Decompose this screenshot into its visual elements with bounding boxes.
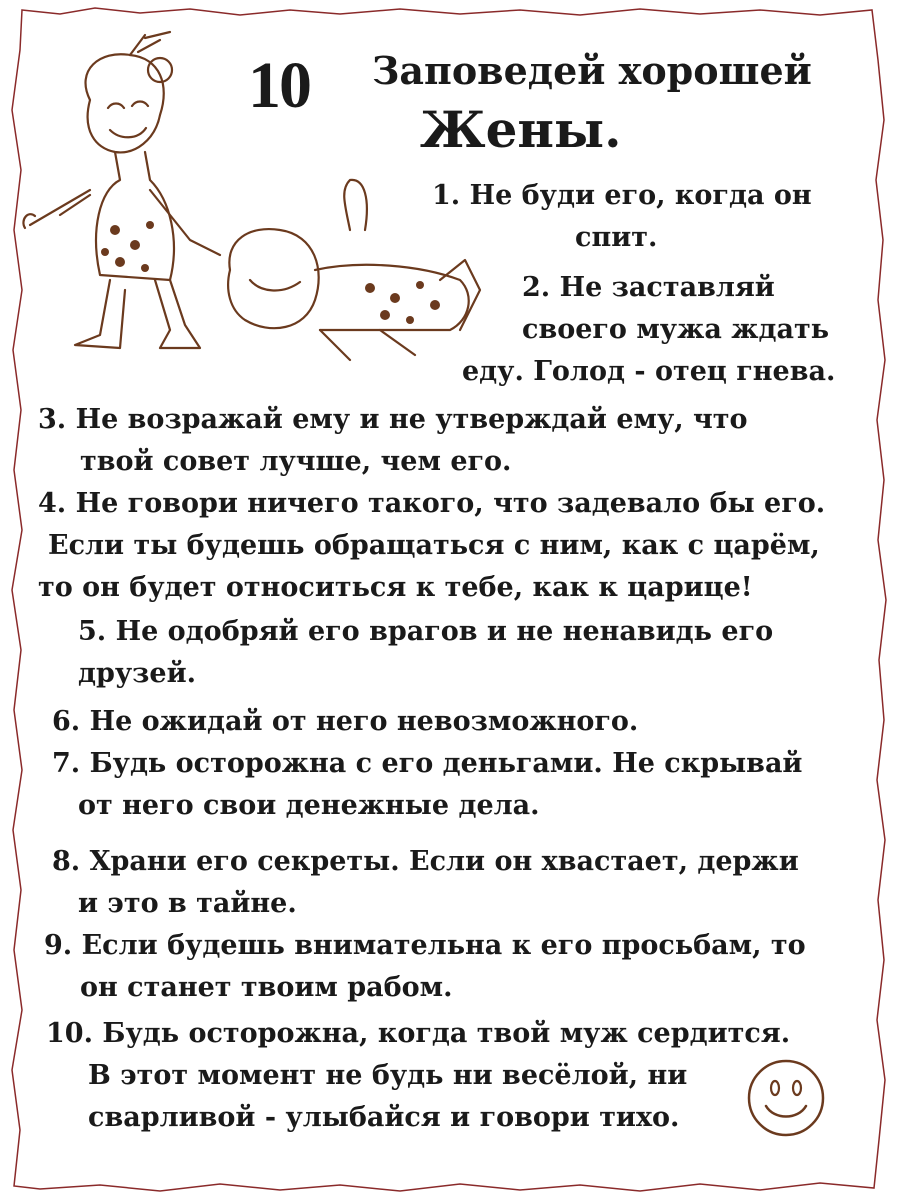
rule-5-line-1: 5. Не одобряй его врагов и не ненавидь его	[78, 616, 774, 647]
rule-4-line-3: то он будет относиться к тебе, как к царице!	[38, 572, 753, 603]
rule-10-line-1: 10. Будь осторожна, когда твой муж сердится.	[46, 1018, 791, 1049]
rule-5-line-2: друзей.	[78, 658, 196, 689]
rule-4-line-2: Если ты будешь обращаться с ним, как с царём,	[48, 530, 820, 561]
smiley-face-icon	[746, 1058, 826, 1138]
rule-7-line-2: от него свои денежные дела.	[78, 790, 540, 821]
rule-10-line-2: В этот момент не будь ни весёлой, ни	[88, 1060, 688, 1091]
rule-8-line-1: 8. Храни его секреты. Если он хвастает, держи	[52, 846, 799, 877]
title-line-1: Заповедей хорошей	[372, 48, 812, 93]
rule-3-line-1: 3. Не возражай ему и не утверждай ему, что	[38, 404, 748, 435]
rule-7-line-1: 7. Будь осторожна с его деньгами. Не скрывай	[52, 748, 803, 779]
rule-4-line-1: 4. Не говори ничего такого, что задевало бы его.	[38, 488, 826, 519]
rule-2-line-1: 2. Не заставляй	[522, 272, 775, 303]
rule-2-line-2: своего мужа ждать	[522, 314, 830, 345]
rule-10-line-3: сварливой - улыбайся и говори тихо.	[88, 1102, 680, 1133]
rule-1-line-2: спит.	[575, 222, 658, 253]
title-number: 10	[248, 49, 310, 122]
rule-8-line-2: и это в тайне.	[78, 888, 297, 919]
rule-9-line-2: он станет твоим рабом.	[80, 972, 453, 1003]
rule-2-line-3: еду. Голод - отец гнева.	[462, 356, 836, 387]
rule-6-line-1: 6. Не ожидай от него невозможного.	[52, 706, 639, 737]
rule-9-line-1: 9. Если будешь внимательна к его просьбам, то	[44, 930, 806, 961]
rule-3-line-2: твой совет лучше, чем его.	[80, 446, 512, 477]
title-line-2: Жены.	[420, 100, 622, 159]
rule-1-line-1: 1. Не буди его, когда он	[432, 180, 812, 211]
